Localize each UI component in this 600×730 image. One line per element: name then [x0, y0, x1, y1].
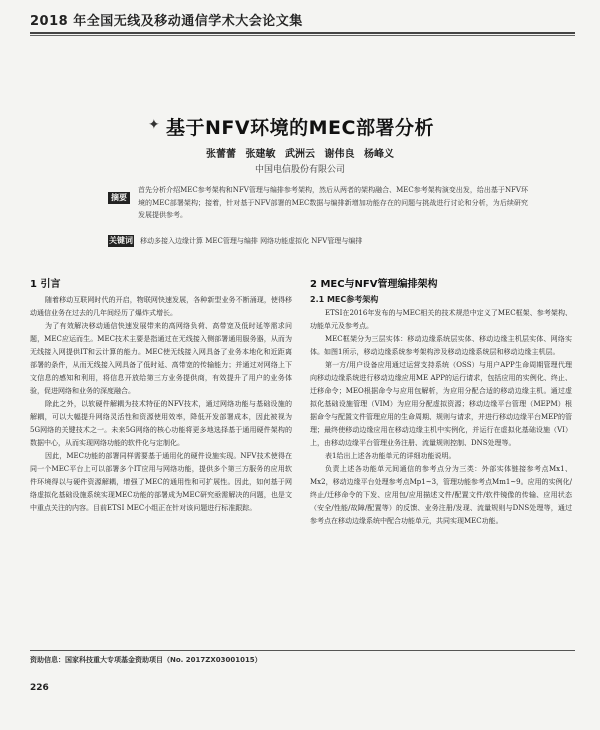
header-rule	[30, 32, 575, 34]
intro-paragraph: 随着移动互联网时代的开启，物联网快速发展，各种新型业务不断涌现，使得移动通信业务在过去的几年间经历了爆炸式增长。	[30, 296, 292, 317]
body-paragraph: 表1给出上述各功能单元的详细功能说明。	[325, 452, 456, 460]
body-paragraph: ETSI在2016年发布的与MEC相关的技术规范中定义了MEC框架、参考架构、功能单元及参考点。	[310, 309, 572, 330]
header-rule-thin	[30, 35, 575, 36]
section-title-intro: 1 引言	[30, 279, 61, 290]
body-paragraph: 负责上述各功能单元间通信的参考点分为三类：外部实体链接参考点Mx1、Mx2，移动边缘平台处理参考点Mp1~3，管理功能参考点Mm1~9。应用的实例化/终止/迁移命令的下发、应用包/应用描述文件/配置文件/软件镜像的传输、应用状态（安全/性能/故障/配置等）的反馈、业务注册/发现、流量规则与DNS处理等，通过参考点在移动边缘系统中配合功能单元，共同实现MEC功能。	[310, 465, 572, 525]
affiliation: 中国电信股份有限公司	[254, 165, 345, 175]
right-column	[310, 275, 572, 528]
abstract-text: 首先分析介绍MEC参考架构和NFV管理与编排参考架构，然后从两者的架构融合、MEC参考架构演变出发，给出基于NFV环境的MEC部署架构；接着，针对基于NFV部署的MEC数据与编排新增加功能存在的问题与挑战进行讨论和分析，为后续研究发展提供参考。	[138, 186, 528, 219]
author-list: 张蕾蕾 张建敏 武洲云 谢伟良 杨峰义	[206, 149, 394, 160]
section-title-architecture: 2 MEC与NFV管理编排架构	[310, 279, 438, 290]
abstract-label: 摘要	[108, 192, 130, 204]
keywords-text: 移动多接入边缘计算 MEC管理与编排 网络功能虚拟化 NFV管理与编排	[140, 237, 363, 245]
footnote-rule	[30, 650, 575, 651]
intro-paragraph: 除此之外，以软硬件解耦为技术特征的NFV技术，通过网络功能与基础设施的解耦，可以大幅提升网络灵活性和资源使用效率，降低开发部署成本，因此被视为5G网络的关键技术之一。未来5G网络的核心功能将更多地选择基于通用硬件架构的数据中心，从而实现网络功能的软件化与定制化。	[30, 400, 292, 447]
title-star-icon: ✦	[148, 117, 161, 133]
page-number: 226	[30, 683, 49, 693]
keywords-label: 关键词	[109, 236, 133, 245]
left-column	[30, 275, 292, 515]
running-header: 2018 年全国无线及移动通信学术大会论文集	[30, 14, 303, 29]
intro-paragraph: 为了有效解决移动通信快速发展带来的高网络负荷、高带宽及低时延等需求问题，MEC应运而生。MEC技术主要是指通过在无线接入侧部署通用服务器，从而为无线接入网提供IT和云计算的能力。MEC使无线接入网具备了业务本地化和近距离部署的条件，从而无线接入网具备了低时延、高带宽的传输能力；并通过对网络上下文信息的感知和利用，将信息开放给第三方业务提供商，有效提升了用户的业务体验，促进网络和业务的深度融合。	[30, 322, 292, 395]
paper-title-text: 基于NFV环境的MEC部署分析	[166, 117, 434, 139]
funding-footnote: 资助信息：国家科技重大专项基金资助项目（No. 2017ZX03001015）	[30, 656, 262, 664]
intro-paragraph: 因此，MEC功能的部署同样需要基于通用化的硬件设施实现。NFV技术使得在同一个MEC平台上可以部署多个IT应用与网络功能，提供多个第三方服务的应用软件环境得以与硬件资源解耦，增强了MEC的通用性和可扩展性。因此，如何基于网络虚拟化基础设施系统实现MEC功能的部署成为MEC研究亟需解决的问题，也是文中重点关注的内容。目前ETSI MEC小组正在针对该问题进行标准跟踪。	[30, 452, 292, 512]
paper-title	[0, 113, 600, 140]
subsection-title: 2.1 MEC参考架构	[310, 295, 379, 304]
body-paragraph: MEC框架分为三层实体：移动边缘系统层实体、移动边缘主机层实体、网络实体。如图1所示，移动边缘系统参考架构涉及移动边缘系统层和移动边缘主机层。	[310, 335, 572, 356]
body-paragraph: 第一方/用户设备应用通过运营支持系统（OSS）与用户APP生命周期管理代理向移动边缘系统进行移动边缘应用ME APP的运行请求，包括应用的实例化、终止、迁移命令；MEO根据命令与应用包解析，为应用分配合适的移动边缘主机。通过虚拟化基础设施管理（VIM）为应用分配虚拟资源；移动边缘平台管理（MEPM）根据命令与配置文件管理应用的生命周期、规则与请求，并进行移动边缘平台MEP的管理；最终使移动边缘应用在移动边缘主机中实例化，并运行在虚拟化基础设施（VI）上，由移动边缘平台管理业务注册、流量规则控制、DNS处理等。	[310, 361, 572, 447]
